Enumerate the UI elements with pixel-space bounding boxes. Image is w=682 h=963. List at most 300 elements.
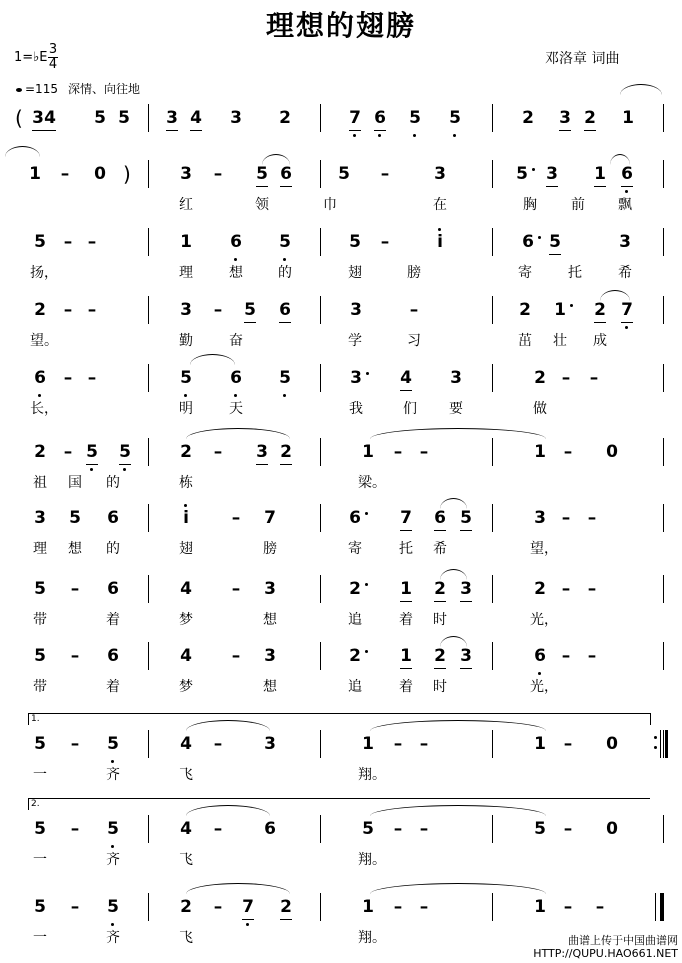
dash-extension: –: [70, 734, 80, 754]
note: 2: [522, 108, 534, 128]
dash-extension: –: [63, 300, 73, 320]
note: 6: [229, 232, 243, 252]
note: 3: [180, 300, 192, 320]
note: 5: [118, 442, 132, 462]
augmentation-dot: [538, 236, 541, 239]
low-octave-dot: [283, 258, 286, 261]
note: 3: [264, 579, 276, 599]
note: 5: [106, 819, 120, 839]
dash-extension: –: [231, 579, 241, 599]
note: 1: [29, 164, 41, 184]
key-signature: 1=♭E: [14, 50, 48, 65]
note: 5: [448, 108, 462, 128]
lyric-syllable: 梁。: [358, 475, 386, 491]
note: 3: [230, 108, 242, 128]
note: 6: [107, 646, 119, 666]
barline: [492, 730, 493, 758]
underline-mark: [244, 322, 256, 323]
score-row: [0, 815, 682, 885]
lyric-syllable: 在: [433, 197, 447, 213]
note: 5: [118, 108, 130, 128]
barline: [320, 504, 321, 532]
dash-extension: –: [213, 897, 223, 917]
barline: [148, 364, 149, 392]
note: 5: [548, 232, 562, 252]
note: 7: [399, 508, 413, 528]
dash-extension: –: [419, 897, 429, 917]
repeat-barline-thick: [665, 730, 668, 758]
note: 2: [279, 897, 293, 917]
note: 0: [606, 819, 618, 839]
barline: [663, 575, 664, 603]
dash-extension: –: [380, 164, 390, 184]
note: 3: [165, 108, 179, 128]
dash-extension: –: [409, 300, 419, 320]
note: i: [179, 508, 193, 528]
dash-extension: –: [213, 819, 223, 839]
barline: [148, 504, 149, 532]
note: 3: [534, 508, 546, 528]
note: 4: [180, 734, 192, 754]
lyric-syllable: 的: [106, 475, 120, 491]
note: 5: [408, 108, 422, 128]
lyric-syllable: 成: [593, 333, 607, 349]
barline: [663, 104, 664, 132]
note: 1: [534, 897, 546, 917]
barline: [148, 893, 149, 921]
note: 1: [554, 300, 566, 320]
underline-mark: [374, 130, 386, 131]
note: 6: [620, 164, 634, 184]
lyric-syllable: 一: [33, 930, 47, 946]
note: 3: [350, 368, 362, 388]
underline-mark: [621, 186, 633, 187]
note: 4: [43, 108, 57, 128]
underline-mark: [242, 919, 254, 920]
note: 1: [362, 442, 374, 462]
lyric-syllable: 齐: [106, 852, 120, 868]
tempo-marking: [16, 80, 140, 97]
note: 2: [593, 300, 607, 320]
underline-mark: [32, 130, 44, 131]
slur: [186, 805, 270, 816]
note: 5: [34, 579, 46, 599]
dash-extension: –: [380, 232, 390, 252]
note: 3: [459, 646, 473, 666]
lyric-syllable: 领: [255, 197, 269, 213]
note: 1: [362, 734, 374, 754]
score-row: [0, 504, 682, 574]
quarter-note-icon: [16, 88, 22, 92]
underline-mark: [400, 601, 412, 602]
dash-extension: –: [595, 897, 605, 917]
underline-mark: [594, 186, 606, 187]
second-ending-label: 2.: [31, 799, 40, 809]
note: 5: [516, 164, 528, 184]
underline-mark: [280, 919, 292, 920]
dash-extension: –: [87, 300, 97, 320]
lyric-syllable: 膀: [263, 541, 277, 557]
lyric-syllable: 一: [33, 767, 47, 783]
note: 3: [545, 164, 559, 184]
note: 0: [606, 442, 618, 462]
barline: [148, 104, 149, 132]
note: 3: [558, 108, 572, 128]
underline-mark: [434, 530, 446, 531]
note: 7: [348, 108, 362, 128]
note: 6: [522, 232, 534, 252]
barline: [320, 364, 321, 392]
underline-mark: [434, 668, 446, 669]
note: 5: [255, 164, 269, 184]
note: 6: [279, 164, 293, 184]
note: 3: [434, 164, 446, 184]
note: 6: [533, 646, 547, 666]
lyric-syllable: 托: [568, 265, 582, 281]
low-octave-dot: [38, 394, 41, 397]
note: 1: [534, 442, 546, 462]
underline-mark: [559, 130, 571, 131]
underline-mark: [434, 601, 446, 602]
lyric-syllable: 望。: [30, 333, 58, 349]
note: 1: [593, 164, 607, 184]
barline: [663, 364, 664, 392]
note: 5: [34, 897, 46, 917]
note: i: [433, 232, 447, 252]
underline-mark: [621, 322, 633, 323]
low-octave-dot: [90, 468, 93, 471]
dash-extension: –: [231, 508, 241, 528]
barline: [663, 504, 664, 532]
barline: [663, 815, 664, 843]
dash-extension: –: [563, 442, 573, 462]
note: 2: [433, 579, 447, 599]
site-footer: [533, 934, 678, 960]
note: 6: [107, 579, 119, 599]
barline: [320, 575, 321, 603]
low-octave-dot: [111, 845, 114, 848]
note: 2: [534, 368, 546, 388]
dash-extension: –: [587, 508, 597, 528]
time-signature-top: 3: [48, 42, 58, 57]
underline-mark: [460, 530, 472, 531]
underline-mark: [166, 130, 178, 131]
repeat-dot: [654, 746, 657, 749]
augmentation-dot: [366, 372, 369, 375]
barline: [492, 228, 493, 256]
barline: [320, 104, 321, 132]
note: 4: [180, 646, 192, 666]
lyric-syllable: 希: [433, 541, 447, 557]
dash-extension: –: [213, 734, 223, 754]
note: 4: [180, 579, 192, 599]
lyric-syllable: 要: [449, 401, 463, 417]
low-octave-dot: [413, 134, 416, 137]
note: 5: [34, 819, 46, 839]
note: 6: [33, 368, 47, 388]
note: 2: [519, 300, 531, 320]
lyric-syllable: 的: [106, 541, 120, 557]
underline-mark: [86, 464, 98, 465]
lyric-syllable: 栋: [179, 475, 193, 491]
slur: [186, 720, 270, 731]
augmentation-dot: [365, 650, 368, 653]
low-octave-dot: [234, 394, 237, 397]
note: 3: [255, 442, 269, 462]
note: 6: [433, 508, 447, 528]
lyric-syllable: 翔。: [358, 767, 386, 783]
lyric-syllable: 飘: [618, 197, 632, 213]
repeat-barline-thin: [660, 730, 661, 758]
note: 5: [34, 734, 46, 754]
lyric-syllable: 壮: [553, 333, 567, 349]
dash-extension: –: [70, 819, 80, 839]
barline: [492, 815, 493, 843]
underline-mark: [119, 464, 131, 465]
lyric-syllable: 光，: [530, 612, 558, 628]
lyric-syllable: 梦: [179, 612, 193, 628]
lyric-syllable: 飞: [179, 767, 193, 783]
note: 6: [278, 300, 292, 320]
score-row: [0, 364, 682, 434]
dash-extension: –: [70, 897, 80, 917]
lyric-syllable: 寄: [518, 265, 532, 281]
underline-mark: [190, 130, 202, 131]
underline-mark: [594, 322, 606, 323]
note: 5: [85, 442, 99, 462]
note: 5: [362, 819, 374, 839]
note: 5: [338, 164, 350, 184]
lyric-syllable: 想: [263, 679, 277, 695]
note: 5: [106, 897, 120, 917]
first-ending-bracket-right: [650, 713, 651, 725]
first-ending-bracket-left: [28, 713, 29, 725]
lyric-syllable: 着: [106, 679, 120, 695]
slur: [620, 84, 662, 95]
lyric-syllable: 我: [349, 401, 363, 417]
note: 2: [349, 646, 361, 666]
dash-extension: –: [589, 368, 599, 388]
note: 3: [350, 300, 362, 320]
lyric-syllable: 飞: [179, 852, 193, 868]
lyric-syllable: 们: [403, 401, 417, 417]
lyric-syllable: 托: [399, 541, 413, 557]
lyric-syllable: 翅: [179, 541, 193, 557]
high-octave-dot: [438, 228, 441, 231]
note: 4: [189, 108, 203, 128]
dash-extension: –: [563, 819, 573, 839]
note: 5: [179, 368, 193, 388]
second-ending-bracket: [28, 798, 650, 799]
underline-mark: [400, 390, 412, 391]
lyric-syllable: 齐: [106, 930, 120, 946]
lyric-syllable: 着: [399, 679, 413, 695]
note: 2: [279, 108, 291, 128]
dash-extension: –: [213, 164, 223, 184]
lyric-syllable: 想: [68, 541, 82, 557]
barline: [148, 296, 149, 324]
note: 3: [34, 508, 46, 528]
note: 5: [278, 368, 292, 388]
note: 1: [362, 897, 374, 917]
lyric-syllable: 想: [229, 265, 243, 281]
expression-marking: 深情、向往地: [67, 82, 140, 96]
lyric-syllable: 胸: [523, 197, 537, 213]
barline: [663, 160, 664, 188]
underline-mark: [460, 668, 472, 669]
lyric-syllable: 带: [33, 612, 47, 628]
score-row: [0, 296, 682, 366]
barline: [492, 104, 493, 132]
low-octave-dot: [111, 923, 114, 926]
barline: [320, 815, 321, 843]
score-row: [0, 730, 682, 800]
lyric-syllable: 学: [348, 333, 362, 349]
lyric-syllable: 追: [348, 679, 362, 695]
underline-mark: [280, 186, 292, 187]
lyric-syllable: 天: [229, 401, 243, 417]
note: 0: [94, 164, 106, 184]
lyric-syllable: 的: [278, 265, 292, 281]
note: 6: [107, 508, 119, 528]
dash-extension: –: [60, 164, 70, 184]
low-octave-dot: [234, 258, 237, 261]
tempo-value: =115: [25, 82, 58, 96]
barline: [148, 815, 149, 843]
barline: [492, 296, 493, 324]
note: 5: [34, 646, 46, 666]
dash-extension: –: [393, 442, 403, 462]
barline: [320, 228, 321, 256]
footer-line-1: 曲谱上传于中国曲谱网: [568, 934, 678, 947]
dash-extension: –: [587, 646, 597, 666]
low-octave-dot: [353, 134, 356, 137]
note: 6: [229, 368, 243, 388]
note: 3: [31, 108, 45, 128]
note: 3: [619, 232, 631, 252]
dash-extension: –: [419, 819, 429, 839]
barline: [492, 364, 493, 392]
barline: [492, 575, 493, 603]
underline-mark: [256, 186, 268, 187]
barline: [492, 160, 493, 188]
dash-extension: –: [63, 232, 73, 252]
low-octave-dot: [625, 190, 628, 193]
lyric-syllable: 勤: [179, 333, 193, 349]
note: 2: [583, 108, 597, 128]
underline-mark: [460, 601, 472, 602]
lyric-syllable: 希: [618, 265, 632, 281]
underline-mark: [349, 130, 361, 131]
note: 7: [264, 508, 276, 528]
barline: [320, 730, 321, 758]
low-octave-dot: [283, 394, 286, 397]
note: 2: [534, 579, 546, 599]
barline: [663, 296, 664, 324]
dash-extension: –: [561, 646, 571, 666]
lyric-syllable: 望，: [530, 541, 558, 557]
note: 5: [34, 232, 46, 252]
underline-mark: [400, 530, 412, 531]
note: 2: [180, 442, 192, 462]
barline: [492, 504, 493, 532]
note: 3: [180, 164, 192, 184]
lyric-syllable: 一: [33, 852, 47, 868]
final-barline-thin: [655, 893, 656, 921]
dash-extension: –: [231, 646, 241, 666]
score-row: [0, 228, 682, 298]
barline: [148, 228, 149, 256]
note: 5: [106, 734, 120, 754]
dash-extension: –: [563, 734, 573, 754]
note: 1: [399, 646, 413, 666]
lyric-syllable: 带: [33, 679, 47, 695]
lyric-syllable: 红: [179, 197, 193, 213]
barline: [148, 160, 149, 188]
augmentation-dot: [532, 168, 535, 171]
barline: [148, 642, 149, 670]
note: 3: [450, 368, 462, 388]
low-octave-dot: [625, 326, 628, 329]
barline: [148, 575, 149, 603]
lyric-syllable: 翅: [348, 265, 362, 281]
augmentation-dot: [365, 512, 368, 515]
note: 4: [180, 819, 192, 839]
note: 3: [264, 734, 276, 754]
score-row: [0, 160, 682, 230]
lyric-syllable: 扬，: [30, 265, 58, 281]
underline-mark: [549, 254, 561, 255]
dash-extension: –: [419, 442, 429, 462]
slur: [370, 720, 546, 731]
note: 1: [180, 232, 192, 252]
lyric-syllable: 国: [68, 475, 82, 491]
barline: [492, 642, 493, 670]
lyric-syllable: 茁: [518, 333, 532, 349]
dash-extension: –: [393, 819, 403, 839]
note: 2: [433, 646, 447, 666]
lyric-syllable: 做: [533, 401, 547, 417]
underline-mark: [546, 186, 558, 187]
lyric-syllable: 理: [179, 265, 193, 281]
note: 5: [459, 508, 473, 528]
lyric-syllable: 翔。: [358, 852, 386, 868]
lyric-syllable: 翔。: [358, 930, 386, 946]
lyric-syllable: 着: [106, 612, 120, 628]
low-octave-dot: [123, 468, 126, 471]
barline: [148, 438, 149, 466]
lyric-syllable: 梦: [179, 679, 193, 695]
lyric-syllable: 奋: [229, 333, 243, 349]
dash-extension: –: [63, 368, 73, 388]
second-ending-bracket-left: [28, 798, 29, 810]
augmentation-dot: [570, 304, 573, 307]
note: 5: [94, 108, 106, 128]
song-title: 理想的翅膀: [265, 9, 416, 42]
note: 0: [606, 734, 618, 754]
time-signature: [48, 44, 58, 71]
note: 7: [620, 300, 634, 320]
score-row: [0, 575, 682, 645]
note: 2: [34, 300, 46, 320]
low-octave-dot: [378, 134, 381, 137]
footer-line-2: HTTP://QUPU.HAO661.NET: [533, 947, 678, 960]
underline-mark: [279, 322, 291, 323]
note: 6: [264, 819, 276, 839]
note: 2: [180, 897, 192, 917]
lyric-syllable: 祖: [33, 475, 47, 491]
dash-extension: –: [87, 368, 97, 388]
